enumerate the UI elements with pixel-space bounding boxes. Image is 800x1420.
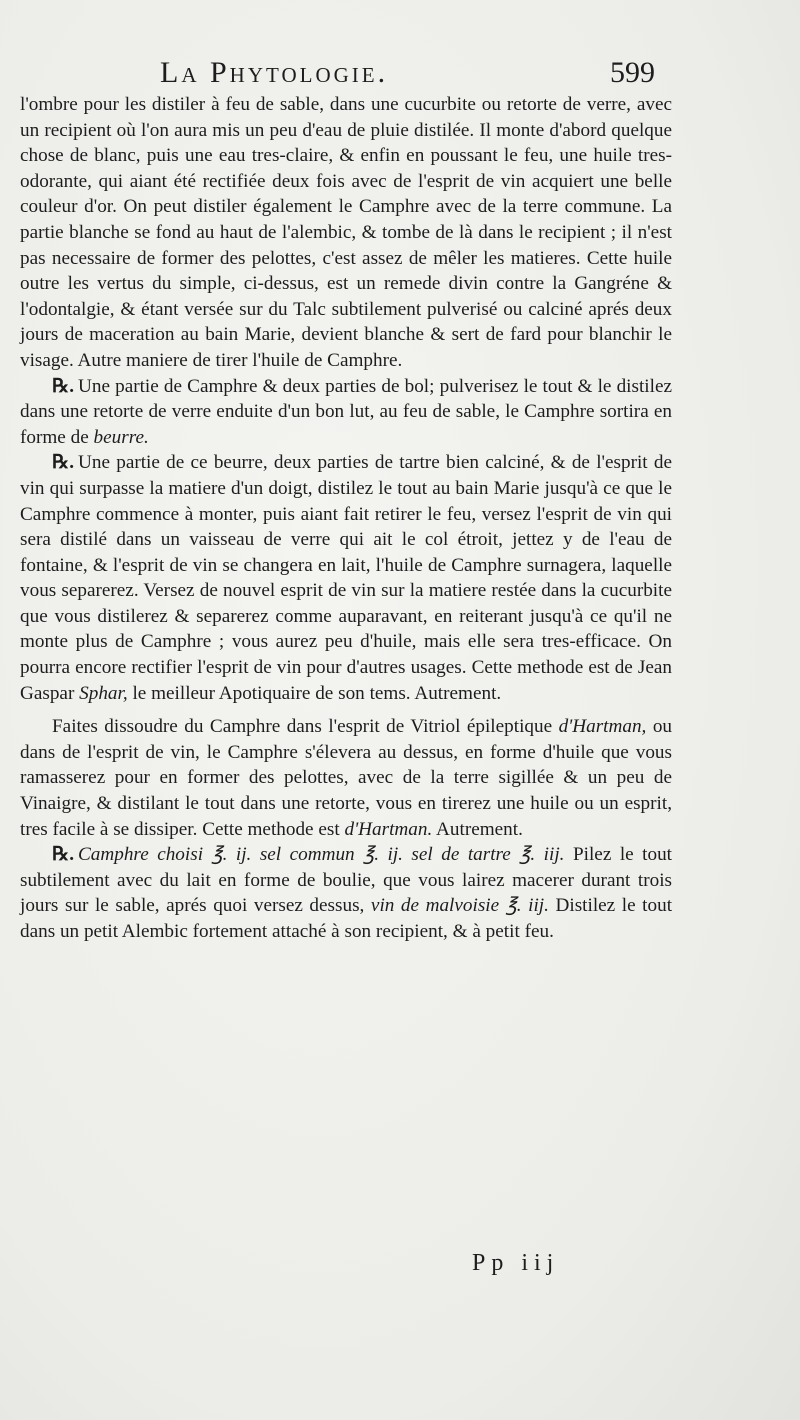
paragraph-2 [20, 374, 672, 451]
paragraph-4-name-2: d'Hartman. [344, 818, 433, 840]
paragraph-1 [20, 92, 672, 374]
paragraph-5-text-d: Distilez le tout dans un petit Alembic fortement attaché à son recipient, & à petit feu. [20, 895, 673, 942]
paragraph-1-text: l'ombre pour les distiler à feu de sable, dans une cucurbite ou retorte de verre, avec un recipient où l'on aura mis un peu d'eau de pluie distilée. Il monte d'abord quelque chose de blanc, puis une eau tres-claire, & enfin en poussant le feu, une huile tres-odorante, qui aiant été rectifiée deux fois avec de l'esprit de vin acquiert une belle couleur d'or. On peut distiler également le Camphre avec de la terre commune. La partie blanche se fond au haut de l'alembic, & tombe de là dans le recipient ; il n'est pas necessaire de former des pelottes, c'est assez de mêler les matieres. Cette huile outre les vertus du simple, ci-dessus, est un remede divin contre la Gangréne & l'odontalgie, & étant versée sur du Talc subtilement pulverisé ou calciné aprés deux jours de maceration au bain Marie, devient blanche & sert de fard pour blanchir le visage. Autre maniere de tirer l'huile de Camphre. [20, 94, 672, 371]
paragraph-4-text-b: ou dans de l'esprit de vin, le Camphre s'élevera au dessus, en forme d'huile que vous ramasserez pour en former des pelottes, avec de la terre sigillée & un peu de Vinaigre, & distilant le tout dans une retorte, vous en tirerez une huile ou un esprit, tres facile à se dissiper. Cette methode est [20, 716, 672, 840]
page-body [20, 92, 672, 945]
page-number: 599 [610, 56, 655, 89]
paragraph-4-text-a: Faites dissoudre du Camphre dans l'esprit de Vitriol épileptique [52, 716, 553, 738]
paragraph-4 [20, 714, 672, 842]
paragraph-3 [20, 450, 672, 706]
signature-mark: Pp iij [472, 1250, 560, 1276]
paragraph-5-ingredients: Camphre choisi ℥. ij. sel commun ℥. ij. sel de tartre ℥. iij. [78, 844, 565, 866]
running-title: La Phytologie. [160, 56, 389, 89]
paragraph-4-name-1: d'Hartman, [558, 716, 647, 738]
page-header [0, 54, 800, 94]
paragraph-5-text-b: Pilez le tout subtilement avec du lait en forme de boulie, que vous lairez macerer durant trois jours sur le sable, aprés quoi versez dessus, [20, 844, 673, 917]
paragraph-4-end: Autrement. [436, 818, 523, 840]
recipe-symbol: ℞. [52, 375, 74, 397]
paragraph-3-name: Sphar, [79, 682, 128, 704]
paragraph-5-ingredient-wine: vin de malvoisie ℥. iij. [370, 895, 549, 917]
paragraph-3-end: le meilleur Apotiquaire de son tems. Autrement. [132, 682, 502, 704]
paragraph-2-text: Une partie de Camphre & deux parties de bol; pulverisez le tout & le distilez dans une retorte de verre enduite d'un bon lut, au feu de sable, le Camphre sortira en forme de [20, 375, 672, 448]
paragraph-2-emphasis: beurre. [93, 426, 149, 448]
paragraph-5 [20, 842, 672, 944]
recipe-symbol: ℞. [52, 844, 74, 866]
recipe-symbol: ℞. [52, 452, 74, 474]
paragraph-3-text: Une partie de ce beurre, deux parties de tartre bien calciné, & de l'esprit de vin qui surpasse la matiere d'un doigt, distilez le tout au bain Marie jusqu'à ce que le Camphre commence à monter, puis aiant fait retirer le feu, versez l'esprit de vin qui sera distilé dans un vaisseau de verre qui ait le col étroit, jettez y de l'eau de fontaine, & l'esprit de vin se changera en lait, l'huile de Camphre surnagera, laquelle vous separerez. Versez de nouvel esprit de vin sur la matiere restée dans la cucurbite que vous distilerez & separerez comme auparavant, en reiterant jusqu'à ce qu'il ne monte plus de Camphre ; vous aurez peu d'huile, mais elle sera tres-efficace. On pourra encore rectifier l'esprit de vin pour d'autres usages. Cette methode est de Jean Gaspar [20, 452, 672, 704]
